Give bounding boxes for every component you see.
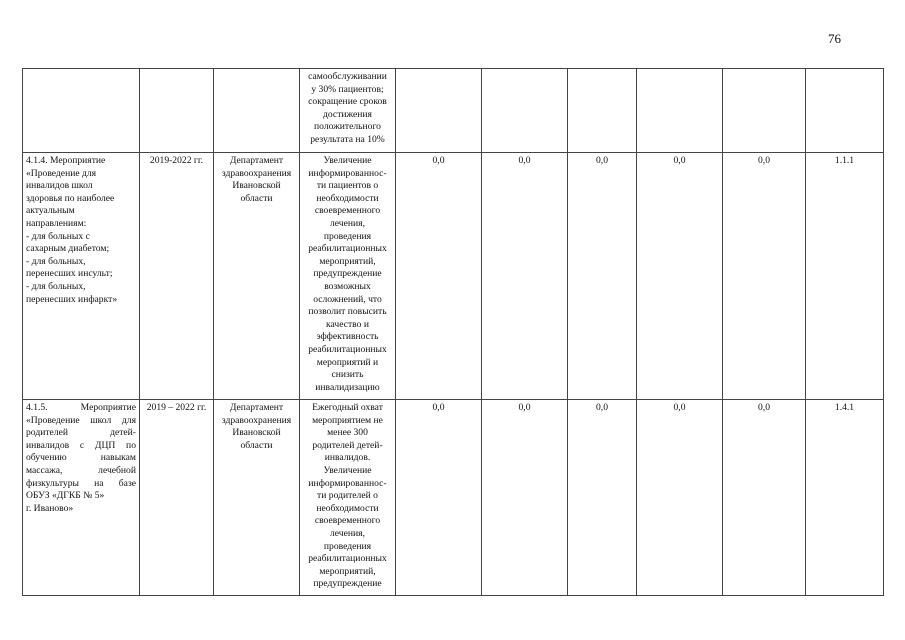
measure-cell [23,69,140,153]
years-cell: 2019 – 2022 гг. [140,400,214,596]
value-cell [396,69,482,153]
years-cell [140,69,214,153]
value-cell: 0,0 [723,153,806,400]
program-table [22,68,884,596]
executor-cell: Департамент здравоохранения Ивановской области [214,153,300,400]
result-cell: самообслуживании у 30% пациентов; сокращение сроков достижения положительного результата на 10% [300,69,396,153]
measure-cell: 4.1.5. Мероприятие «Проведение школ для родителей детей- инвалидов с ДЦП по обучению навыкам массажа, лечебной физкультуры на базе ОБУЗ «ДГКБ № 5» г. Иваново» [23,400,140,596]
measure-cell: 4.1.4. Мероприятие «Проведение для инвалидов школ здоровья по наиболее актуальным направлениям: - для больных с сахарным диабетом; - для больных, перенесших инсульт; - для больных, перенесших инфаркт» [23,153,140,400]
value-cell: 0,0 [637,153,723,400]
value-cell [723,69,806,153]
code-cell: 1.1.1 [806,153,884,400]
page-number: 76 [828,31,841,46]
years-cell: 2019-2022 гг. [140,153,214,400]
value-cell: 0,0 [723,400,806,596]
value-cell: 0,0 [396,153,482,400]
code-cell [806,69,884,153]
result-cell: Увеличение информированнос- ти пациентов о необходимости своевременного лечения, проведения реабилитационных мероприятий, предупреждение возможных осложнений, что позволит повысить качество и эффективность реабилитационных мероприятий и снизить инвалидизацию [300,153,396,400]
value-cell: 0,0 [482,153,568,400]
code-cell: 1.4.1 [806,400,884,596]
value-cell: 0,0 [568,400,637,596]
executor-cell: Департамент здравоохранения Ивановской области [214,400,300,596]
value-cell [637,69,723,153]
value-cell [482,69,568,153]
value-cell: 0,0 [396,400,482,596]
table-row [23,400,884,596]
executor-cell [214,69,300,153]
value-cell: 0,0 [637,400,723,596]
value-cell: 0,0 [482,400,568,596]
value-cell: 0,0 [568,153,637,400]
table-row [23,69,884,153]
value-cell [568,69,637,153]
result-cell: Ежегодный охват мероприятием не менее 300 родителей детей- инвалидов. Увеличение информированнос- ти родителей о необходимости своевременного лечения, проведения реабилитационных мероприятий, предупреждение [300,400,396,596]
table-row [23,153,884,400]
